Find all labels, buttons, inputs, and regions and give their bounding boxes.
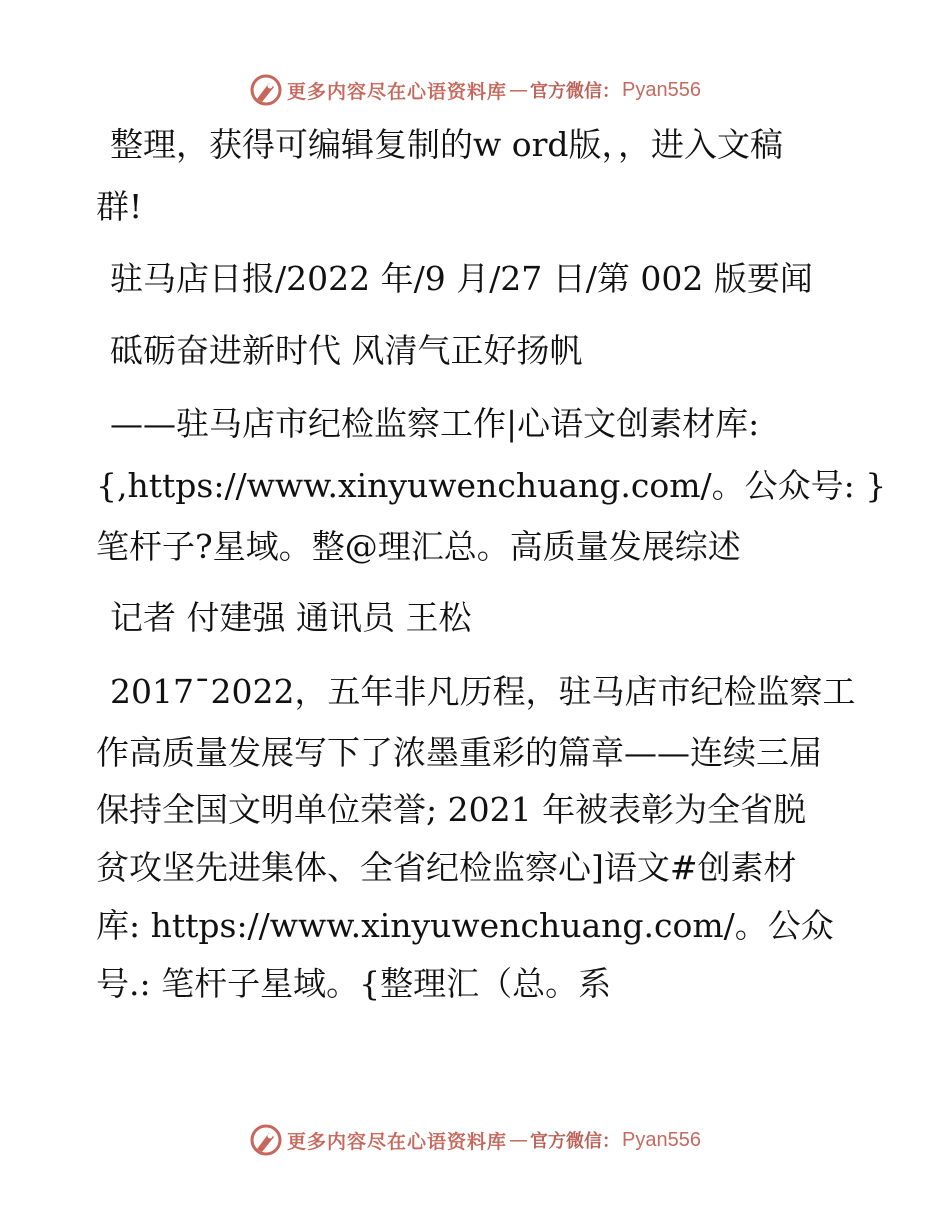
watermark-brand-text: 更多内容尽在心语资料库 xyxy=(287,80,508,103)
pen-logo-icon xyxy=(249,1123,283,1157)
body-line: 作高质量发展写下了浓墨重彩的篇章——连续三届 xyxy=(96,733,822,772)
watermark-separator: — xyxy=(509,1129,529,1151)
watermark-banner-top xyxy=(0,70,950,110)
body-line: 笔杆子?星域。整@理汇总。高质量发展综述 xyxy=(96,527,741,566)
watermark-wechat-label: 官方微信： xyxy=(530,1131,621,1152)
body-line: 群! xyxy=(96,187,143,226)
watermark-brand-text: 更多内容尽在心语资料库 xyxy=(287,1130,508,1153)
article-source-line: 驻马店日报/2022 年/9 月/27 日/第 002 版要闻 xyxy=(110,259,813,298)
byline: 记者 付建强 通讯员 王松 xyxy=(110,598,472,637)
body-line: 贫攻坚先进集体、全省纪检监察心]语文#创素材 xyxy=(96,848,797,887)
watermark-wechat-id: Pyan556 xyxy=(622,78,701,101)
pen-logo-icon xyxy=(249,73,283,107)
article-title: 砥砺奋进新时代 风清气正好扬帆 xyxy=(110,331,583,370)
watermark-separator: — xyxy=(509,79,529,101)
article-subtitle: ——驻马店市纪检监察工作|心语文创素材库: xyxy=(110,404,760,443)
body-line: 保持全国文明单位荣誉; 2021 年被表彰为全省脱 xyxy=(96,790,807,829)
body-line: 库: https://www.xinyuwenchuang.com/。公众 xyxy=(96,906,834,945)
body-line: 号.: 笔杆子星域。{整理汇（总。系 xyxy=(96,964,612,1003)
watermark-banner-bottom xyxy=(0,1120,950,1160)
body-line: 整理，获得可编辑复制的w ord版，，进入文稿 xyxy=(110,125,784,164)
watermark-wechat-id: Pyan556 xyxy=(622,1128,701,1151)
watermark-wechat-label: 官方微信： xyxy=(530,81,621,102)
body-line: {,https://www.xinyuwenchuang.com/。公众号: } xyxy=(96,466,887,505)
body-line: 2017¯2022，五年非凡历程，驻马店市纪检监察工 xyxy=(110,672,856,711)
